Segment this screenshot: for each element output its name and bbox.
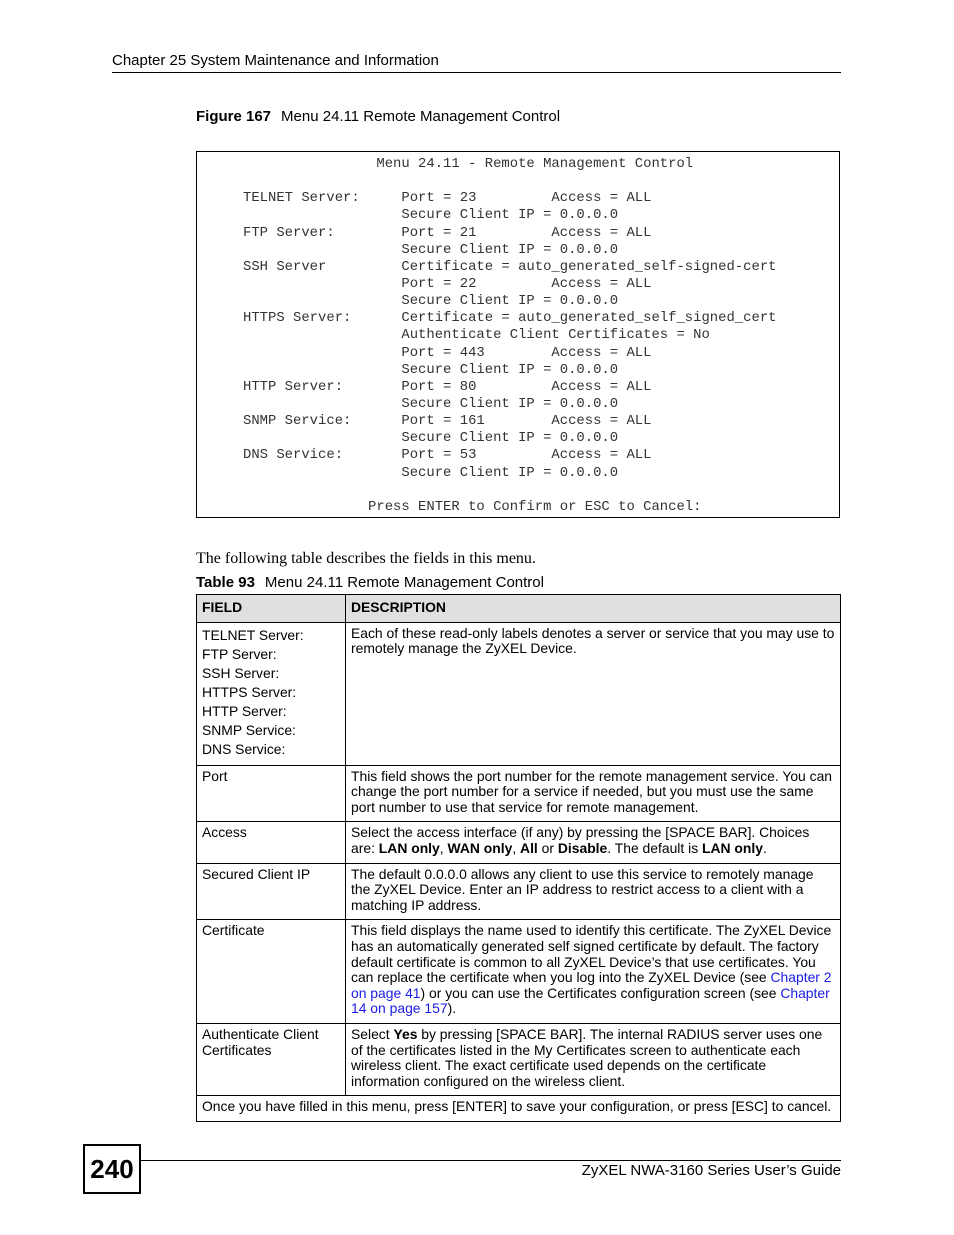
chapter-header: Chapter 25 System Maintenance and Information	[112, 52, 841, 73]
terminal-line: Press ENTER to Confirm or ESC to Cancel:	[243, 498, 702, 515]
field-name: DNS Service:	[202, 740, 286, 757]
terminal-line	[243, 482, 839, 499]
table-row	[197, 622, 841, 765]
text: .	[762, 839, 767, 856]
yes-option: Yes	[393, 1025, 418, 1042]
text: . The default is	[607, 839, 702, 856]
terminal-line: Secure Client IP = 0.0.0.0	[243, 293, 619, 310]
table-title: Menu 24.11 Remote Management Control	[264, 574, 544, 591]
description-cell	[346, 1023, 841, 1095]
footer-cell: Once you have filled in this menu, press [ENTER] to save your configuration, or press [ESC] to cancel.	[197, 1096, 841, 1122]
field-name: HTTPS Server:	[202, 683, 297, 700]
field-cell	[197, 622, 346, 765]
description-cell	[346, 822, 841, 863]
field-cell: Authenticate Client Certificates	[197, 1023, 346, 1095]
terminal-line: Secure Client IP = 0.0.0.0	[243, 241, 619, 258]
field-name: HTTP Server:	[202, 702, 287, 719]
terminal-line: Secure Client IP = 0.0.0.0	[243, 464, 619, 481]
terminal-line: Menu 24.11 - Remote Management Control	[243, 156, 694, 172]
terminal-screen	[196, 151, 840, 518]
terminal-line: Authenticate Client Certificates = No	[243, 327, 710, 344]
fields-table	[196, 594, 841, 1122]
terminal-line: Port = 443 Access = ALL	[243, 344, 652, 361]
terminal-line: HTTPS Server: Certificate = auto_generated_self_signed_cert	[243, 310, 777, 327]
option-disable: Disable	[557, 839, 608, 856]
description-cell: This field shows the port number for the remote management service. You can change the port number for a service if needed, but you must use the same port number to use that service for remote management.	[346, 765, 841, 822]
terminal-line	[243, 173, 839, 190]
terminal-line: DNS Service: Port = 53 Access = ALL	[243, 447, 652, 464]
field-column-header: FIELD	[197, 595, 346, 623]
field-cell: Certificate	[197, 920, 346, 1024]
text: This field displays the name used to identify this certificate. The ZyXEL Device has an automatically generated self signed certificate by default. The factory default certificate is common to all ZyXEL Device’s that use certificates. You can replace the certificate when you log into the ZyXEL Device (see	[351, 922, 832, 986]
text: ,	[512, 839, 521, 856]
text: ,	[439, 839, 448, 856]
text: ).	[447, 1000, 457, 1017]
option-wan-only: WAN only	[447, 839, 513, 856]
intro-text: The following table describes the fields in this menu.	[196, 550, 536, 567]
terminal-line: SNMP Service: Port = 161 Access = ALL	[243, 413, 652, 430]
figure-caption	[196, 108, 560, 126]
terminal-line: Secure Client IP = 0.0.0.0	[243, 207, 619, 224]
table-row	[197, 863, 841, 920]
option-lan-only: LAN only	[378, 839, 440, 856]
terminal-line: Secure Client IP = 0.0.0.0	[243, 395, 619, 412]
table-footer-row	[197, 1096, 841, 1122]
terminal-line: FTP Server: Port = 21 Access = ALL	[243, 224, 652, 241]
field-name: SNMP Service:	[202, 721, 296, 738]
table-row	[197, 765, 841, 822]
terminal-line: Secure Client IP = 0.0.0.0	[243, 430, 619, 447]
field-name: SSH Server:	[202, 664, 280, 681]
guide-title: ZyXEL NWA-3160 Series User’s Guide	[581, 1162, 841, 1179]
figure-label: Figure 167	[196, 108, 272, 125]
terminal-line: HTTP Server: Port = 80 Access = ALL	[243, 378, 652, 395]
description-column-header: DESCRIPTION	[346, 595, 841, 623]
text: Select	[351, 1025, 394, 1042]
description-cell	[346, 920, 841, 1024]
figure-title: Menu 24.11 Remote Management Control	[281, 108, 561, 125]
chapter-2-link[interactable]: Chapter 2 on page 41	[351, 969, 832, 1001]
chapter-14-link[interactable]: Chapter 14 on page 157	[351, 984, 830, 1017]
field-name: FTP Server:	[202, 645, 277, 662]
table-label: Table 93	[196, 574, 255, 591]
text: Select the access interface (if any) by pressing the [SPACE BAR]. Choices are:	[351, 824, 810, 856]
table-caption	[196, 574, 544, 592]
terminal-line: Secure Client IP = 0.0.0.0	[243, 361, 619, 378]
field-cell: Port	[197, 765, 346, 822]
text: or	[537, 839, 558, 856]
table-row	[197, 920, 841, 1024]
text: by pressing [SPACE BAR]. The internal RADIUS server uses one of the certificates listed in the My Certificates screen to authenticate each wireless client. The exact certificate used depends on the certificate information configured on the wireless client.	[351, 1025, 823, 1089]
description-cell: The default 0.0.0.0 allows any client to use this service to remotely manage the ZyXEL Device. Enter an IP address to restrict access to a client with a matching IP address.	[346, 863, 841, 920]
field-cell: Secured Client IP	[197, 863, 346, 920]
terminal-line: Port = 22 Access = ALL	[243, 275, 652, 292]
description-cell: Each of these read-only labels denotes a server or service that you may use to remotely manage the ZyXEL Device.	[346, 622, 841, 765]
option-all: All	[520, 839, 538, 856]
field-cell: Access	[197, 822, 346, 863]
table-row	[197, 822, 841, 863]
default-option: LAN only	[702, 839, 763, 856]
terminal-line: TELNET Server: Port = 23 Access = ALL	[243, 190, 652, 207]
table-header-row	[197, 595, 841, 623]
field-name: TELNET Server:	[202, 626, 304, 643]
page-number: 240	[83, 1144, 141, 1194]
table-row	[197, 1023, 841, 1095]
terminal-line: SSH Server Certificate = auto_generated_self-signed-cert	[243, 258, 777, 275]
text: ) or you can use the Certificates configuration screen (see	[420, 984, 781, 1001]
